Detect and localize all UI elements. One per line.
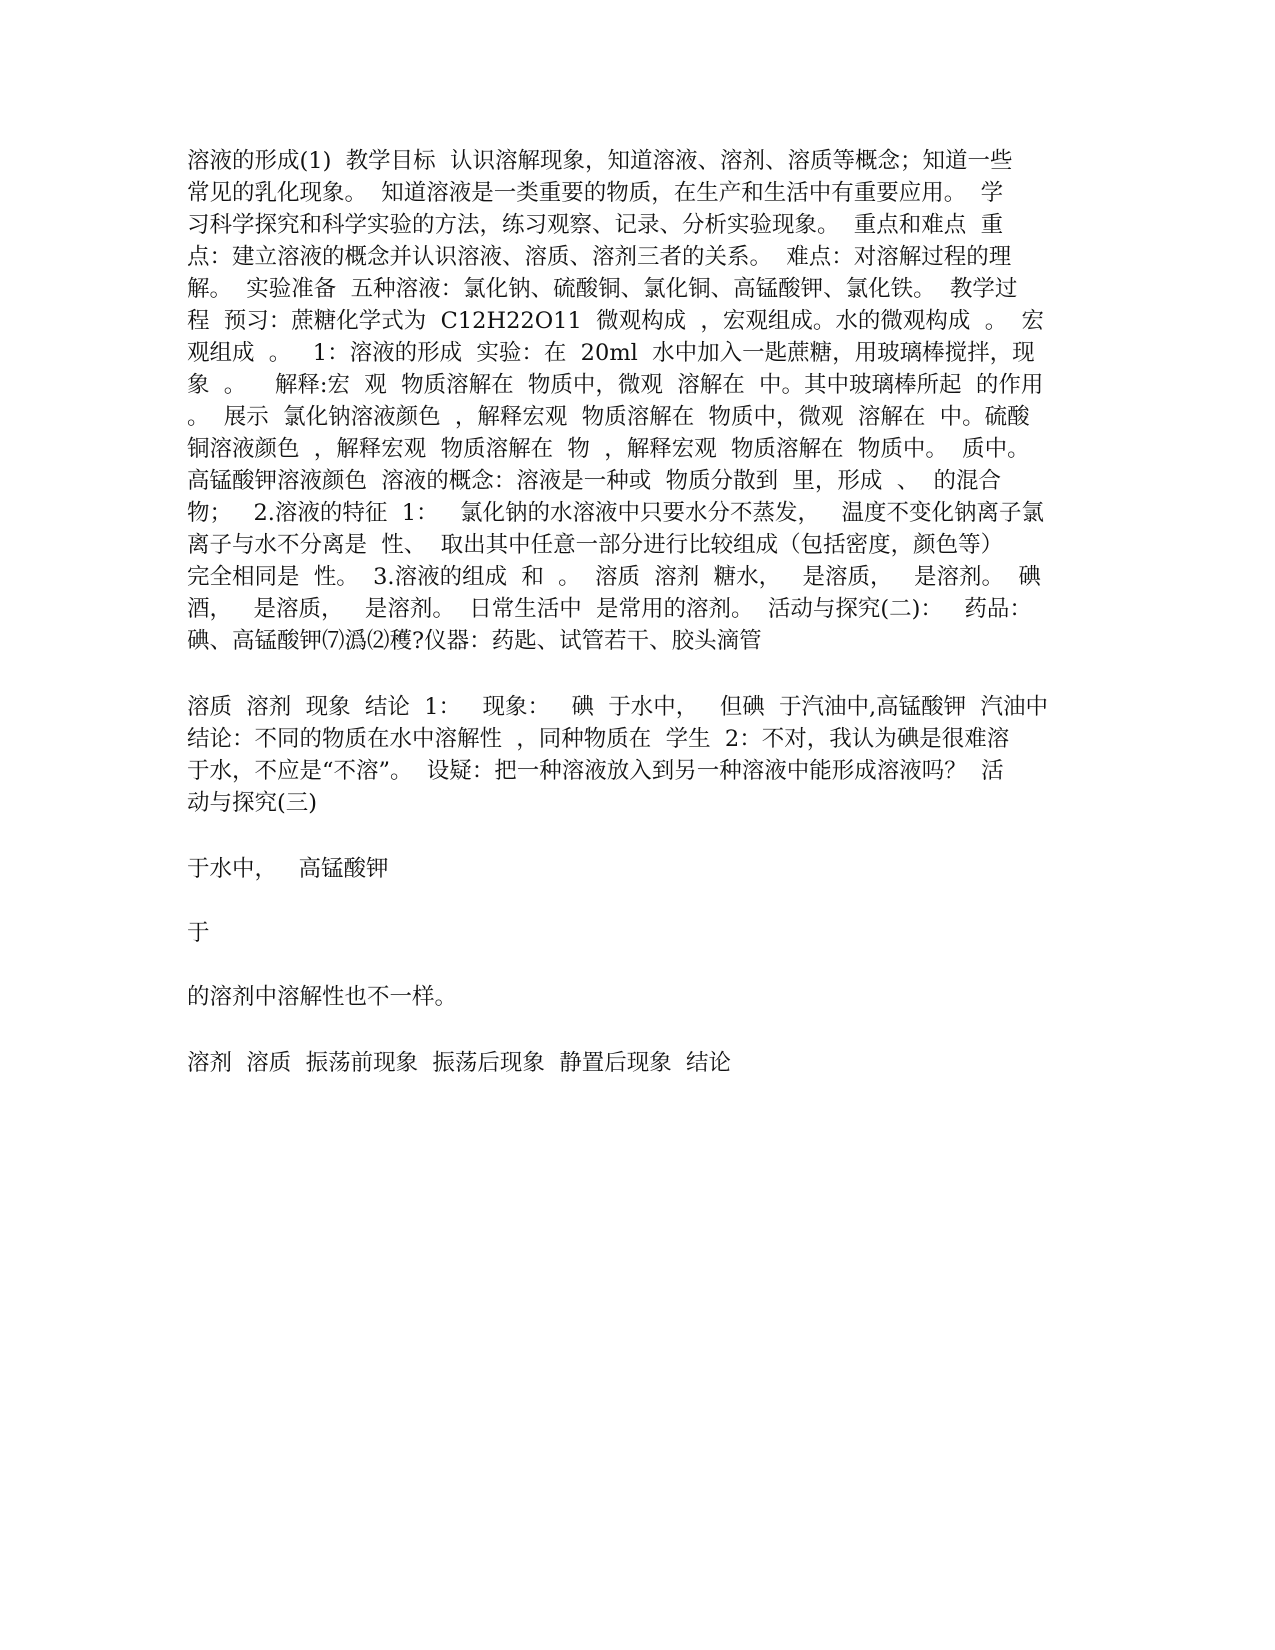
- text-line: 解。 实验准备 五种溶液：氯化钠、硫酸铜、氯化铜、高锰酸钾、氯化铁。 教学过: [187, 276, 1018, 302]
- text-line: 观组成 。 1：溶液的形成 实验：在 20ml 水中加入一匙蔗糖，用玻璃棒搅拌，现: [187, 340, 1035, 366]
- text-line: 碘、高锰酸钾⑺潙⑵穫?仪器：药匙、试管若干、胶头滴管: [187, 628, 762, 654]
- text-line: 动与探究(三): [187, 790, 318, 816]
- text-line: 离子与水不分离是 性、 取出其中任意一部分进行比较组成（包括密度，颜色等）: [187, 532, 1004, 558]
- text-line: 酒， 是溶质， 是溶剂。 日常生活中 是常用的溶剂。 活动与探究(二)： 药品：: [187, 596, 1032, 622]
- table-header-row: 溶剂 溶质 振荡前现象 振荡后现象 静置后现象 结论: [187, 1050, 732, 1076]
- paragraph-fragment: 于: [187, 920, 210, 946]
- text-line: 象 。 解释:宏 观 物质溶解在 物质中，微观 溶解在 中。其中玻璃棒所起 的作用: [187, 372, 1044, 398]
- text-line: 高锰酸钾溶液颜色 溶液的概念：溶液是一种或 物质分散到 里，形成 、 的混合: [187, 468, 1002, 494]
- paragraph-fragment: 于水中， 高锰酸钾: [187, 856, 389, 882]
- text-line: 习科学探究和科学实验的方法，练习观察、记录、分析实验现象。 重点和难点 重: [187, 212, 1004, 238]
- text-line: 于水，不应是“不溶”。 设疑：把一种溶液放入到另一种溶液中能形成溶液吗？ 活: [187, 758, 1004, 784]
- text-line: 。 展示 氯化钠溶液颜色 ，解释宏观 物质溶解在 物质中，微观 溶解在 中。硫酸: [187, 404, 1030, 430]
- text-line: 程 预习：蔗糖化学式为 C12H22O11 微观构成 ，宏观组成。水的微观构成 。 宏: [187, 308, 1045, 334]
- text-line: 完全相同是 性。 3.溶液的组成 和 。 溶质 溶剂 糖水， 是溶质， 是溶剂。 碘: [187, 564, 1041, 590]
- text-line: 结论：不同的物质在水中溶解性 ，同种物质在 学生 2：不对，我认为碘是很难溶: [187, 726, 1010, 752]
- text-line: 点：建立溶液的概念并认识溶液、溶质、溶剂三者的关系。 难点：对溶解过程的理: [187, 244, 1012, 270]
- text-line: 常见的乳化现象。 知道溶液是一类重要的物质，在生产和生活中有重要应用。 学: [187, 180, 1004, 206]
- paragraph-fragment: 的溶剂中溶解性也不一样。: [187, 984, 458, 1010]
- text-line: 物； 2.溶液的特征 1： 氯化钠的水溶液中只要水分不蒸发， 温度不变化钠离子氯: [187, 500, 1044, 526]
- text-line: 溶液的形成(1) 教学目标 认识溶解现象，知道溶液、溶剂、溶质等概念；知道一些: [187, 148, 1013, 174]
- text-line: 溶质 溶剂 现象 结论 1： 现象： 碘 于水中， 但碘 于汽油中,高锰酸钾 汽油中: [187, 694, 1048, 720]
- text-line: 铜溶液颜色 ，解释宏观 物质溶解在 物 ，解释宏观 物质溶解在 物质中。 质中。: [187, 436, 1030, 462]
